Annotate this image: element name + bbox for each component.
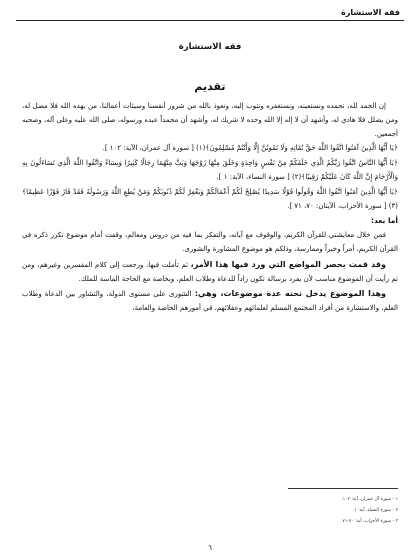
running-header: فقه الاستشارة bbox=[341, 8, 400, 17]
intro-paragraph: فمن خلال معايشتي للقرآن الكريم، والوقوف مع آياته، والتفكر بما فيه من دروس ومعالم، وقفت أمام موضوع تكرر ذكره في القرآن الكريم، أمراً وخبراً وممارسة، وذلكم هو موضوع المشاورة والشورى. bbox=[22, 231, 398, 253]
method-paragraph bbox=[22, 258, 398, 287]
header-rule bbox=[16, 20, 404, 21]
footnote-3: ٣ - سورة الأحزاب، آية: ٧٠-٧١. bbox=[340, 519, 398, 524]
topics-paragraph bbox=[22, 287, 398, 316]
verse-paragraph-3: ﴿يَا أَيُّهَا الَّذِينَ آمَنُوا اتَّقُوا اللَّهَ وَقُولُوا قَوْلًا سَدِيدًا يُصْلِحْ لَكُمْ أَعْمَالَكُمْ وَيَغْفِرْ لَكُمْ ذُنُوبَكُمْ وَمَنْ يُطِعِ اللَّهَ وَرَسُولَهُ فَقَدْ فَازَ فَوْزًا عَظِيمًا﴾(٣) [ سورة الأحزاب، الآيتان: ٧٠، ٧١ ]. bbox=[22, 187, 398, 210]
verse-paragraph-1: ﴿يَا أَيُّهَا الَّذِينَ آمَنُوا اتَّقُوا اللَّهَ حَقَّ تُقَاتِهِ وَلَا تَمُوتُنَّ إِلَّا وَأَنْتُمْ مُسْلِمُونَ﴾(١) [ سورة آل عمران، الآية: ١٠٢ ]. bbox=[102, 144, 398, 153]
verse-paragraph-2: ﴿يَا أَيُّهَا النَّاسُ اتَّقُوا رَبَّكُمُ الَّذِي خَلَقَكُمْ مِنْ نَفْسٍ وَاحِدَةٍ وَخَلَقَ مِنْهَا زَوْجَهَا وَبَثَّ مِنْهُمَا رِجَالًا كَثِيرًا وَنِسَاءً وَاتَّقُوا اللَّهَ الَّذِي تَسَاءَلُونَ بِهِ وَالْأَرْحَامَ إِنَّ اللَّهَ كَانَ عَلَيْكُمْ رَقِيبًا﴾(٢) [ سورة النساء، الآية: ١ ]. bbox=[22, 159, 398, 181]
footnote-rule bbox=[288, 488, 398, 489]
page-number: ٦ bbox=[208, 544, 212, 552]
footnote-2: ٢ - سورة النساء، آية: ١. bbox=[352, 508, 398, 513]
method-lead: وقد قمت بحصر المواضع التي ورد فيها هذا الأمر، bbox=[190, 259, 386, 269]
topics-lead: وهذا الموضوع يدخل تحته عدة موضوعات، وهي: bbox=[194, 289, 387, 299]
section-heading: تقديم bbox=[194, 80, 226, 93]
document-title: فقه الاستشارة bbox=[178, 42, 242, 52]
method-rest: ثم تأملت فيها، ورجعت إلى كلام المفسرين وغيرهم، ومن ثم رأيت أن الموضوع مناسب لأن يفرد برسالة تكون زاداً للدعاة وطلاب العلم، وبخاصة مع الحاجة الماسة للملك. bbox=[22, 260, 398, 283]
amma-bad-heading: أما بعد: bbox=[370, 216, 398, 226]
footnote-1: ١ - سورة آل عمران، آية: ١٠٢. bbox=[341, 497, 398, 502]
footnotes bbox=[22, 494, 398, 527]
opening-paragraph: إن الحمد لله، نحمده ونستعينه، ونستغفره ونتوب إليه، ونعوذ بالله من شرور أنفسنا وسيئات أعمالنا، من يهده الله فلا مضل له، ومن يضلل فلا هادي له، وأشهد أن لا إله إلا الله وحده لا شريك له، وأشهد أن محمداً عبده ورسوله، صلى الله عليه وعلى آله، وصحبه أجمعين. bbox=[22, 102, 398, 138]
topics-rest: الشورى على مستوى الدولة، والتشاور بين الدعاة وطلاب العلم، والاستشارة من أفراد المجتمع المسلم لعلمائهم وعقلائهم، في أمورهم الخاصة والعامة، bbox=[22, 290, 398, 313]
body-text bbox=[22, 100, 398, 317]
